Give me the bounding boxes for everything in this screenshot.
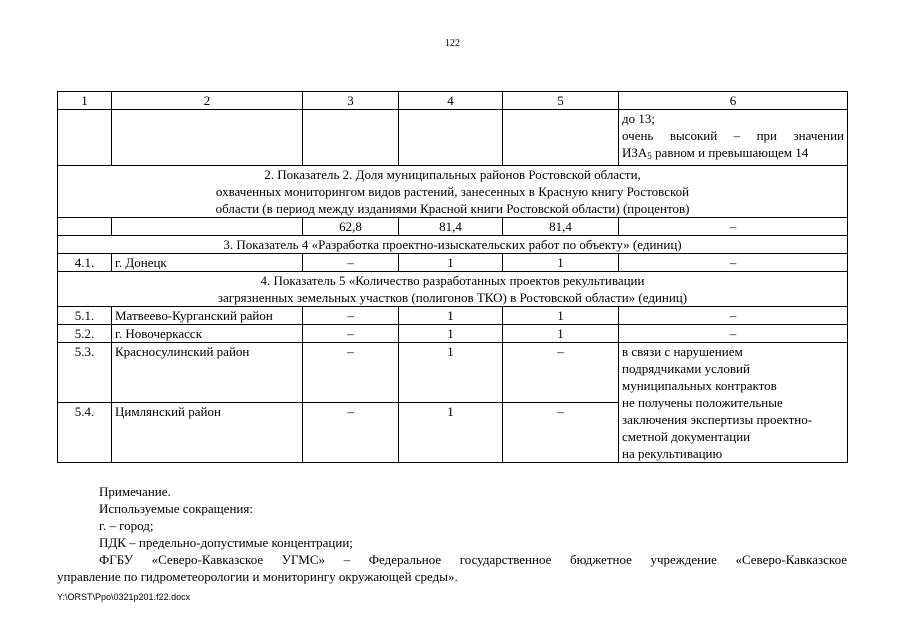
table-row: 5.1. Матвеево-Курганский район – 1 1 – (58, 307, 848, 325)
header-cell: 5 (503, 92, 619, 110)
cont-line: $ИЗА_5$ равном и превышающем 14 (622, 145, 809, 161)
section-heading: 3. Показатель 4 «Разработка проектно-изыскательских работ по объекту» (единиц) (58, 236, 848, 254)
abbr-line: г. – город; (99, 518, 154, 533)
cont-line: очень высокий – при значении (622, 128, 844, 143)
section-heading: 2. Показатель 2. Доля муниципальных районов Ростовской области, охваченных мониторингом видов растений, занесенных в Красную книгу Ростовской области (в период между изданиями Красной книги Ростовской области) (процентов) (58, 166, 848, 218)
abbr-line: ПДК – предельно-допустимые концентрации; (99, 535, 353, 550)
table-row: 5.2. г. Новочеркасск – 1 1 – (58, 325, 848, 343)
continuation-row (58, 110, 848, 166)
file-path-footer: Y:\ORST\Ppo\0321p201.f22.docx (57, 592, 191, 602)
table-row: 4.1. г. Донецк – 1 1 – (58, 254, 848, 272)
table-row: 5.4. Цимлянский район – 1 – (58, 403, 848, 463)
header-cell: 3 (303, 92, 399, 110)
notes-block (57, 483, 847, 585)
merged-note-cell: в связи с нарушением подрядчиками условий муниципальных контрактов не получены положительные заключения экспертизы проектно- сметной документации на рекультивацию (619, 343, 848, 463)
continuation-cell (619, 110, 848, 166)
cont-line: до 13; (622, 111, 655, 126)
section-heading: 4. Показатель 5 «Количество разработанных проектов рекультивации загрязненных земельных участков (полигонов ТКО) в Ростовской области» (единиц) (58, 272, 848, 307)
note-title: Примечание. (99, 484, 171, 499)
abbr-title: Используемые сокращения: (99, 501, 253, 516)
abbr-line: управление по гидрометеорологии и мониторингу окружающей среды». (57, 569, 458, 584)
header-cell: 6 (619, 92, 848, 110)
table-row: 5.3. Красносулинский район – 1 – в связи с нарушением подрядчиками условий муниципальных контрактов не получены положительные заключения экспертизы проектно- сметной документации на рекультивацию (58, 343, 848, 403)
table-row: 62,8 81,4 81,4 – (58, 218, 848, 236)
header-cell: 4 (399, 92, 503, 110)
indicators-table (57, 91, 848, 463)
abbr-line: ФГБУ «Северо-Кавказское УГМС» – Федеральное государственное бюджетное учреждение «Северо-Кавказское (99, 552, 847, 567)
page-number: 122 (445, 38, 460, 49)
header-cell: 2 (112, 92, 303, 110)
header-row (58, 92, 848, 110)
header-cell: 1 (58, 92, 112, 110)
